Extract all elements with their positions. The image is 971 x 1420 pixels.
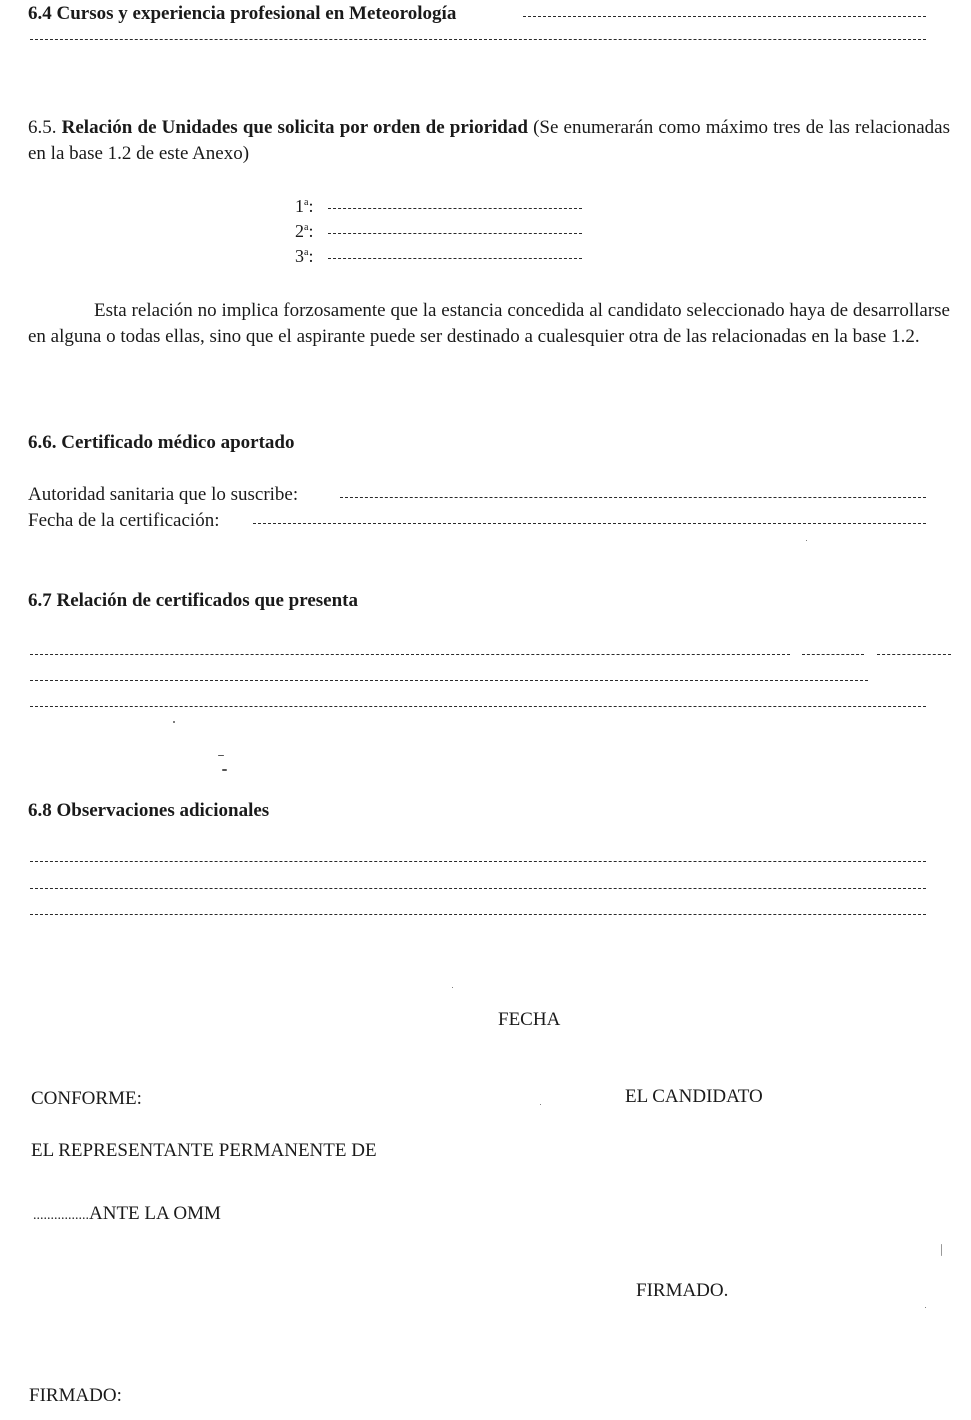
section-6-5-paragraph: Esta relación no implica forzosamente que la estancia concedida al candidato seleccionado haya de desarrollarse en alguna o todas ellas, sino que el aspirante puede ser destinado a cualesquier otra de las relacionadas en la base 1.2.: [28, 300, 950, 347]
certification-date-label: Fecha de la certificación:: [28, 510, 220, 531]
section-6-6-title: 6.6. Certificado médico aportado: [28, 432, 295, 453]
section-6-8-title: 6.8 Observaciones adicionales: [28, 800, 270, 821]
scan-speck: [925, 1307, 926, 1308]
scan-speck: [540, 1104, 541, 1105]
priority-2-field[interactable]: [328, 233, 582, 234]
priority-1-field[interactable]: [328, 208, 582, 209]
country-blank[interactable]: ................: [33, 1208, 89, 1223]
certificates-field-line-1c[interactable]: [877, 654, 951, 655]
section-6-5-heading: [28, 115, 950, 167]
priority-3-label: 3$^a$:: [295, 246, 314, 266]
section-6-5-title: Relación de Unidades que solicita por orden de prioridad: [61, 117, 528, 138]
certificates-field-line-2[interactable]: [30, 680, 868, 681]
section-6-7-title: 6.7 Relación de certificados que presenta: [28, 590, 358, 611]
scan-speck: [173, 721, 175, 723]
conforme-label: CONFORME:: [31, 1088, 142, 1109]
certificates-field-line-3[interactable]: [30, 706, 926, 707]
representative-signed-label: FIRMADO:: [29, 1385, 122, 1406]
course-experience-field-line-1[interactable]: [523, 16, 926, 17]
representative-label: EL REPRESENTANTE PERMANENTE DE: [31, 1140, 377, 1161]
candidate-signed-label: FIRMADO.: [636, 1280, 729, 1301]
omm-line: [33, 1203, 221, 1225]
sanitary-authority-label: Autoridad sanitaria que lo suscribe:: [28, 484, 299, 505]
priority-1-label: 1$^a$:: [295, 196, 314, 216]
omm-label: ANTE LA OMM: [89, 1203, 221, 1224]
scan-speck: [218, 755, 224, 756]
sanitary-authority-field[interactable]: [340, 497, 926, 498]
section-6-5-number: 6.5.: [28, 117, 57, 138]
scan-speck: [452, 987, 453, 988]
certificates-field-line-1b[interactable]: [802, 654, 864, 655]
scan-speck: [941, 1244, 942, 1256]
course-experience-field-line-2[interactable]: [30, 39, 926, 40]
priority-2-label: 2$^a$:: [295, 221, 314, 241]
scan-speck: [806, 540, 807, 541]
observations-field-line-2[interactable]: [30, 888, 926, 889]
observations-field-line-1[interactable]: [30, 861, 926, 862]
date-label: FECHA: [498, 1009, 561, 1030]
priority-3-field[interactable]: [328, 258, 582, 259]
candidate-label: EL CANDIDATO: [625, 1086, 763, 1107]
section-6-4-title: 6.4 Cursos y experiencia profesional en Meteorología: [28, 3, 457, 24]
observations-field-line-3[interactable]: [30, 914, 926, 915]
section-6-5-note: (Se enumerarán como máximo tres de las relacionadas en la base 1.2 de este Anexo): [28, 117, 951, 164]
certification-date-field[interactable]: [253, 523, 926, 524]
certificates-field-line-1[interactable]: [30, 654, 790, 655]
scan-speck: [222, 769, 227, 771]
